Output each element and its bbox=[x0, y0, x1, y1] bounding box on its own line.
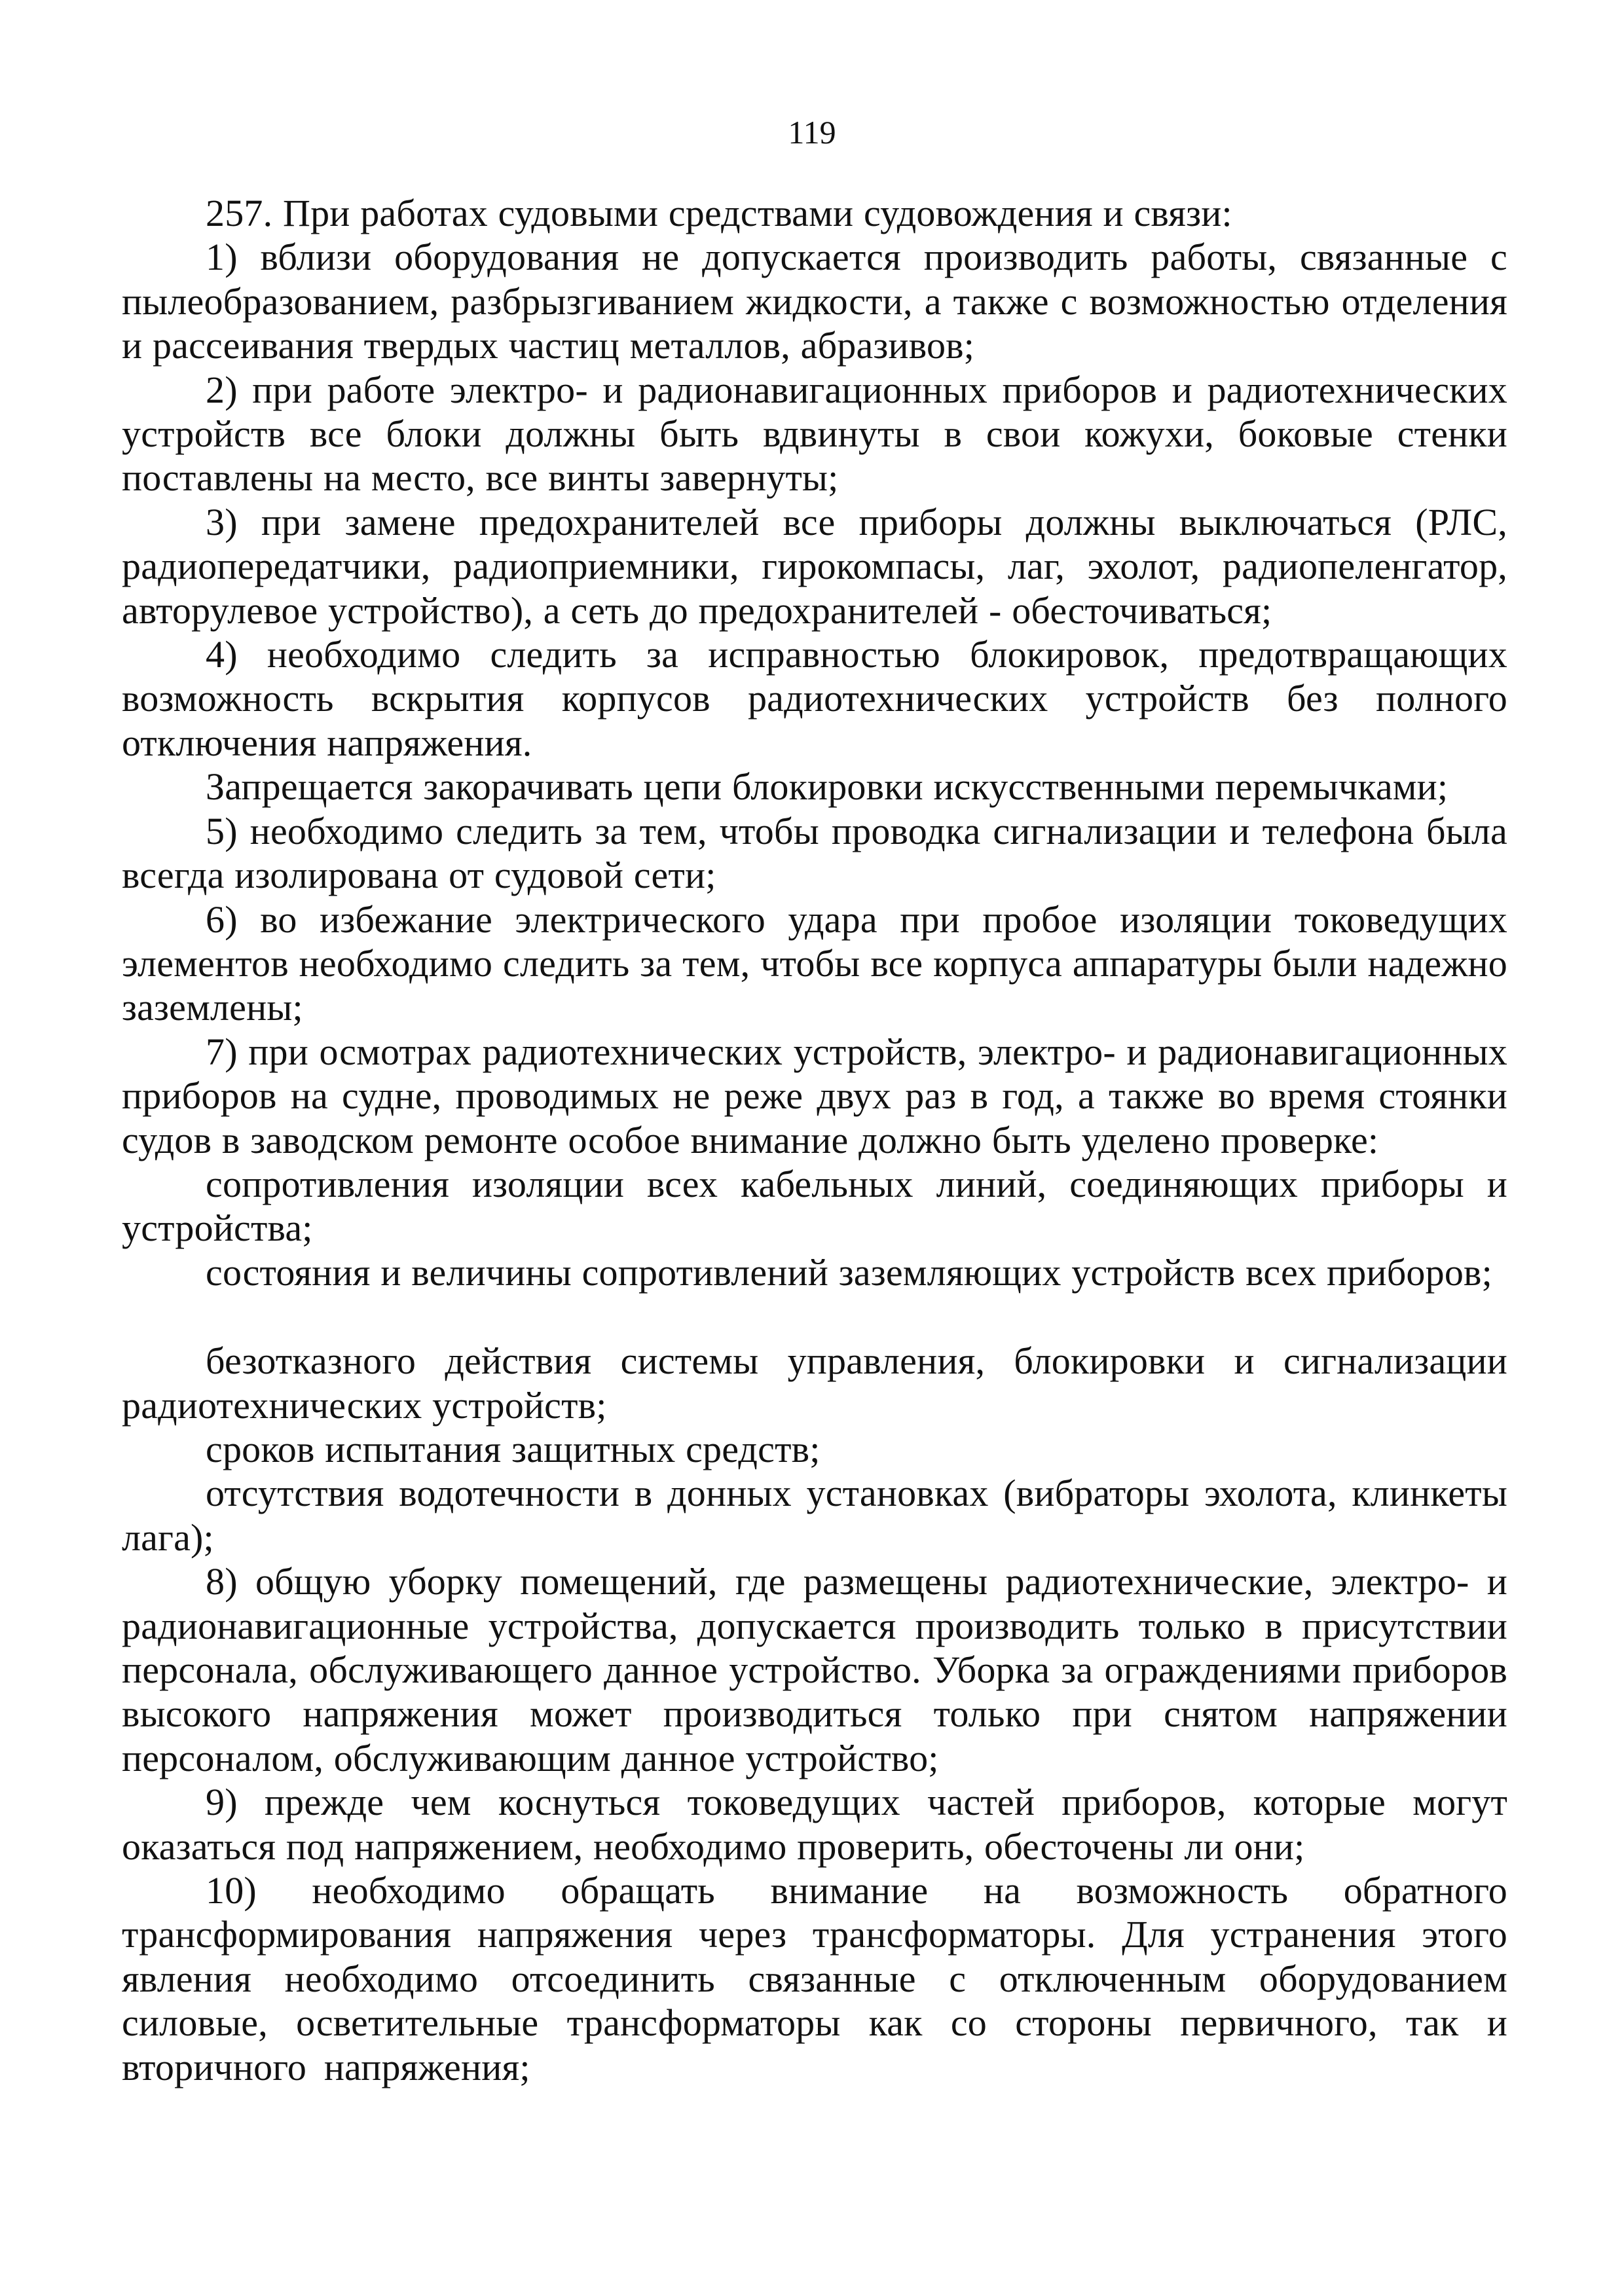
list-item-3: 3) при замене предохранителей все приборы должны выключаться (РЛС, радиопередатчики, радиоприемники, гирокомпасы, лаг, эхолот, радиопеленгатор, авторулевое устройство), а сеть до предохранителей - обесточиваться; bbox=[122, 500, 1507, 632]
list-item-7: 7) при осмотрах радиотехнических устройств, электро- и радионавигационных приборов на судне, проводимых не реже двух раз в год, а также во время стоянки судов в заводском ремонте особое внимание должно быть уделено проверке: bbox=[122, 1030, 1507, 1161]
inspection-subitem: сопротивления изоляции всех кабельных линий, соединяющих приборы и устройства; bbox=[122, 1162, 1507, 1250]
inspection-subitem: безотказного действия системы управления, блокировки и сигнализации радиотехнических устройств; bbox=[122, 1339, 1507, 1427]
inspection-subitem: сроков испытания защитных средств; bbox=[206, 1427, 821, 1470]
list-item-5: 5) необходимо следить за тем, чтобы проводка сигнализации и телефона была всегда изолирована от судовой сети; bbox=[122, 809, 1507, 897]
list-item-6: 6) во избежание электрического удара при пробое изоляции токоведущих элементов необходимо следить за тем, чтобы все корпуса аппаратуры были надежно заземлены; bbox=[122, 898, 1507, 1029]
section-257-heading: 257. При работах судовыми средствами судовождения и связи: bbox=[206, 192, 1232, 234]
list-item-10: 10) необходимо обращать внимание на возможность обратного трансформирования напряжения через трансформаторы. Для устранения этого явления необходимо отсоединить связанные с отключенным оборудованием силовые, осветительные трансформаторы как со стороны первичного, так и вторичного напряжения; bbox=[122, 1869, 1507, 2088]
prohibition-paragraph: Запрещается закорачивать цепи блокировки искусственными перемычками; bbox=[206, 765, 1449, 809]
document-body bbox=[122, 191, 1507, 2089]
page-number: 119 bbox=[788, 114, 836, 151]
list-item-2: 2) при работе электро- и радионавигационных приборов и радиотехнических устройств все блоки должны быть вдвинуты в свои кожухи, боковые стенки поставлены на место, все винты завернуты; bbox=[122, 368, 1507, 500]
list-item-8: 8) общую уборку помещений, где размещены радиотехнические, электро- и радионавигационные устройства, допускается производить только в присутствии персонала, обслуживающего данное устройство. Уборка за ограждениями приборов высокого напряжения может производиться только при снятом напряжении персоналом, обслуживающим данное устройство; bbox=[122, 1560, 1507, 1779]
blank-line bbox=[122, 1294, 1507, 1339]
inspection-subitem: отсутствия водотечности в донных установках (вибраторы эхолота, клинкеты лага); bbox=[122, 1472, 1507, 1559]
list-item-9: 9) прежде чем коснуться токоведущих частей приборов, которые могут оказаться под напряжением, необходимо проверить, обесточены ли они; bbox=[122, 1781, 1507, 1868]
list-item-1: 1) вблизи оборудования не допускается производить работы, связанные с пылеобразованием, разбрызгиванием жидкости, а также с возможностью отделения и рассеивания твердых частиц металлов, абразивов; bbox=[122, 236, 1507, 367]
inspection-subitem: состояния и величины сопротивлений заземляющих устройств всех приборов; bbox=[206, 1250, 1492, 1294]
list-item-4: 4) необходимо следить за исправностью блокировок, предотвращающих возможность вскрытия корпусов радиотехнических устройств без полного отключения напряжения. bbox=[122, 633, 1507, 764]
